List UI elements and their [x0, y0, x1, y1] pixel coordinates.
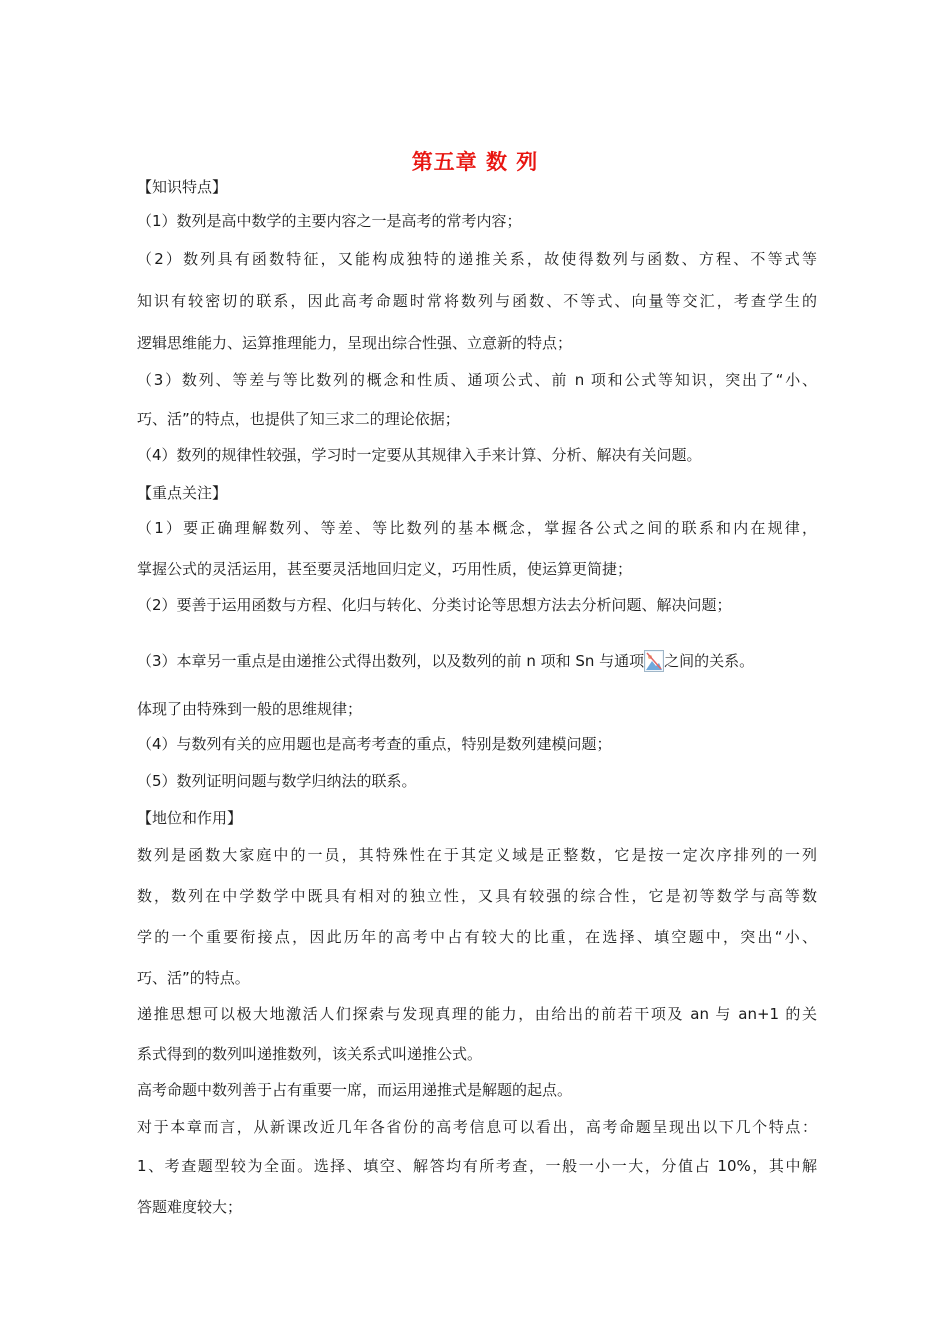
paragraph-line: 巧、活”的特点，也提供了知三求二的理论依据；	[137, 410, 460, 428]
paragraph-line: 系式得到的数列叫递推数列，该关系式叫递推公式。	[137, 1045, 483, 1063]
paragraph-line: （4）数列的规律性较强，学习时一定要从其规律入手来计算、分析、解决有关问题。	[137, 446, 702, 464]
paragraph-line: 递推思想可以极大地激活人们探索与发现真理的能力，由给出的前若干项及 an 与 an+1 的关	[137, 1005, 817, 1023]
paragraph-line: 数列是函数大家庭中的一员，其特殊性在于其定义域是正整数，它是按一定次序排列的一列	[137, 846, 817, 864]
paragraph-line: （5）数列证明问题与数学归纳法的联系。	[137, 772, 417, 790]
paragraph-line: 知识有较密切的联系，因此高考命题时常将数列与函数、不等式、向量等交汇，考查学生的	[137, 292, 817, 310]
paragraph-line: 掌握公式的灵活运用，甚至要灵活地回归定义，巧用性质，使运算更简捷；	[137, 560, 633, 578]
paragraph-line: 答题难度较大；	[137, 1198, 243, 1216]
section-heading-features: 【知识特点】	[137, 178, 228, 196]
paragraph-line: 对于本章而言，从新课改近几年各省份的高考信息可以看出，高考命题呈现出以下几个特点：	[137, 1118, 817, 1136]
line-text: 之间的关系。	[664, 652, 755, 670]
section-heading-role: 【地位和作用】	[137, 809, 243, 827]
paragraph-line: （4）与数列有关的应用题也是高考考查的重点，特别是数列建模问题；	[137, 735, 612, 753]
section-heading-focus: 【重点关注】	[137, 484, 228, 502]
paragraph-line: 巧、活”的特点。	[137, 969, 250, 987]
paragraph-line: 1、考查题型较为全面。选择、填空、解答均有所考查，一般一小一大，分值占 10%，其中解	[137, 1157, 817, 1175]
paragraph-line: 数，数列在中学数学中既具有相对的独立性，又具有较强的综合性，它是初等数学与高等数	[137, 887, 817, 905]
paragraph-line	[137, 650, 817, 672]
broken-image-icon	[644, 650, 664, 672]
line-text: （3）本章另一重点是由递推公式得出数列，以及数列的前 n 项和 Sn 与通项	[137, 652, 645, 670]
paragraph-line: （2）要善于运用函数与方程、化归与转化、分类讨论等思想方法去分析问题、解决问题；	[137, 596, 732, 614]
chapter-title: 第五章 数 列	[411, 150, 539, 174]
paragraph-line: 高考命题中数列善于占有重要一席，而运用递推式是解题的起点。	[137, 1081, 573, 1099]
paragraph-line: 体现了由特殊到一般的思维规律；	[137, 700, 363, 718]
paragraph-line: （2）数列具有函数特征，又能构成独特的递推关系，故使得数列与函数、方程、不等式等	[137, 250, 817, 268]
paragraph-line: （3）数列、等差与等比数列的概念和性质、通项公式、前 n 项和公式等知识，突出了“小、	[137, 371, 817, 389]
paragraph-line: （1）数列是高中数学的主要内容之一是高考的常考内容；	[137, 212, 522, 230]
paragraph-line: （1）要正确理解数列、等差、等比数列的基本概念，掌握各公式之间的联系和内在规律，	[137, 519, 817, 537]
paragraph-line: 学的一个重要衔接点，因此历年的高考中占有较大的比重，在选择、填空题中，突出“小、	[137, 928, 817, 946]
paragraph-line: 逻辑思维能力、运算推理能力，呈现出综合性强、立意新的特点；	[137, 334, 573, 352]
